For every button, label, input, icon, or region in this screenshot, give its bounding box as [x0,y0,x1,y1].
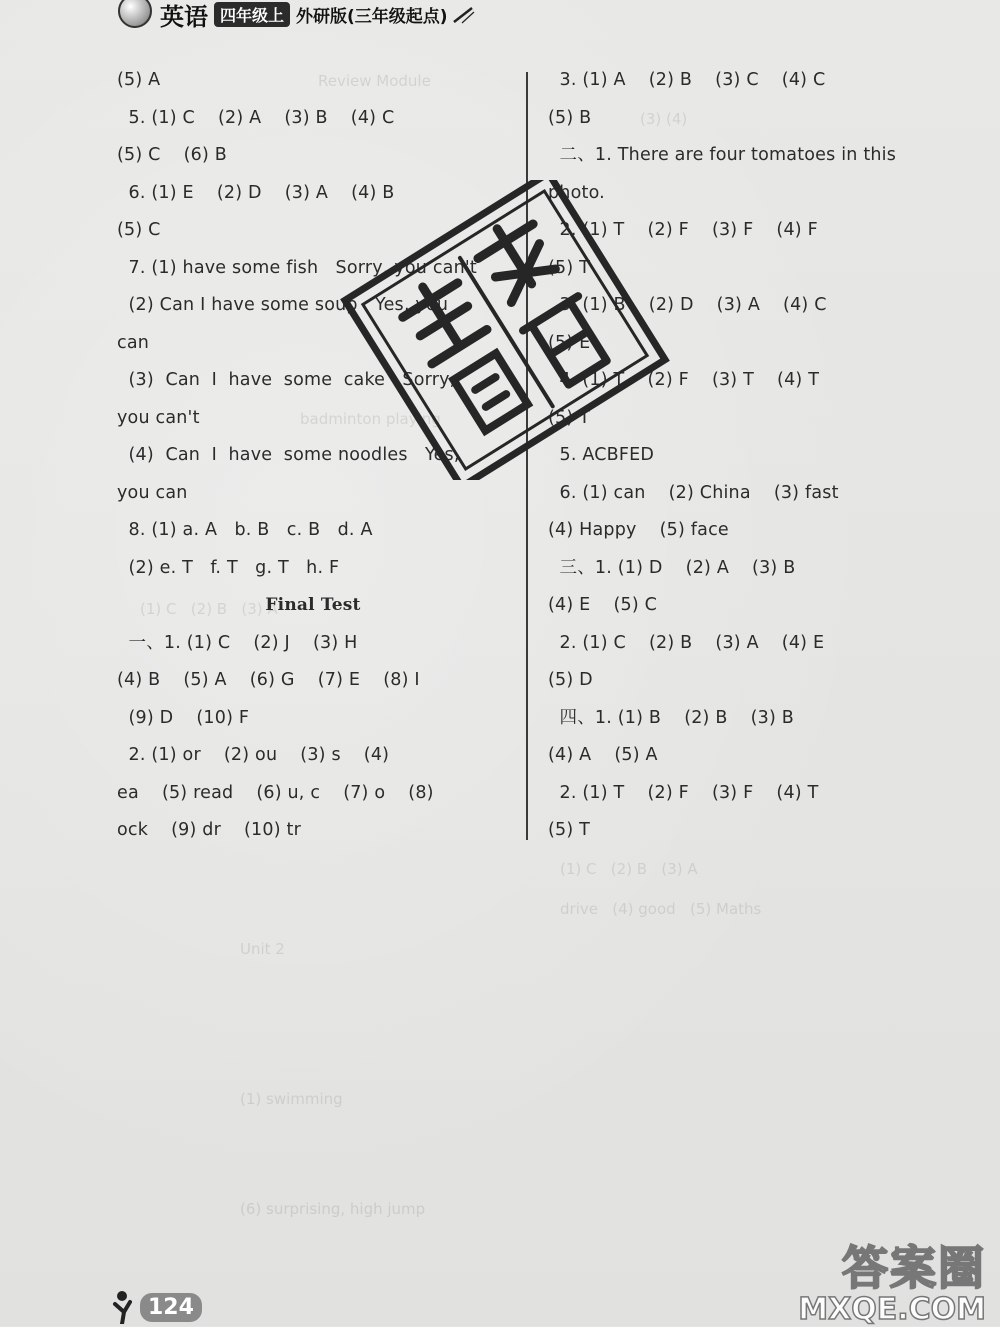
answer-line: 8. (1) a. A b. B c. B d. A [117,520,373,540]
ghost-text: Review Module [318,72,431,90]
answer-line: 3. (1) B (2) D (3) A (4) C [548,295,827,315]
page-number-badge [112,1290,202,1324]
book-logo-icon [118,0,152,28]
answer-line: 4. (1) T (2) F (3) T (4) T [548,370,820,390]
answer-line: can [117,332,150,353]
answer-line: (5) T [548,407,591,428]
ghost-text: badminton playing [300,410,441,428]
answer-line: 2. (1) T (2) F (3) F (4) T [548,782,819,803]
answer-line: (5) T [548,257,591,278]
answer-line: (4) Can I have some noodles Yes, [117,445,460,465]
answer-line: (5) A [117,70,161,90]
column-divider [526,72,528,840]
answer-line: 一、1. (1) C (2) J (3) H [117,632,358,653]
page-number: 124 [140,1293,202,1322]
edition-label: 外研版(三年级起点) [296,6,448,27]
answer-line: 三、1. (1) D (2) A (3) B [548,557,796,578]
ghost-text: Unit 2 [240,940,285,958]
answer-line: (4) B (5) A (6) G (7) E (8) I [117,670,420,690]
watermark-cn: 答案圈 [842,1241,986,1295]
section-heading-final-test: Final Test [265,595,361,615]
ghost-text: drive (4) good (5) Maths [560,900,762,918]
answer-line: (4) A (5) A [548,745,658,765]
ghost-text: (1) C (2) B (3) A [140,600,278,618]
grade-badge: 四年级上 [214,2,290,27]
site-watermark [726,1232,986,1327]
ghost-text: (1) swimming [240,1090,343,1108]
answer-line: 二、1. There are four tomatoes in this [548,145,897,165]
right-answer-column [548,62,940,850]
watermark-url: MXQE.COM [798,1292,986,1327]
answer-line: 四、1. (1) B (2) B (3) B [548,707,794,728]
answer-line: you can't [117,407,200,428]
pen-icon [452,4,476,24]
subject-title: 英语 [160,1,208,31]
answer-line: 6. (1) E (2) D (3) A (4) B [117,182,395,203]
answer-line: 5. ACBFED [548,445,655,465]
answer-line: (5) D [548,670,593,690]
ghost-text: (3) (4) [640,110,688,128]
answer-line: (5) B [548,107,592,128]
answer-line: (9) D (10) F [117,707,250,728]
answer-line: 3. (1) A (2) B (3) C (4) C [548,70,826,90]
answer-line: you can [117,482,188,503]
ghost-text: (1) C (2) B (3) A [560,860,698,878]
answer-line: 5. (1) C (2) A (3) B (4) C [117,107,395,128]
answer-line: (2) e. T f. T g. T h. F [117,557,340,578]
answer-line: ea (5) read (6) u, c (7) o (8) [117,782,434,803]
answer-line: (3) Can I have some cake Sorry, [117,370,456,390]
answer-line: 2. (1) T (2) F (3) F (4) F [548,220,818,240]
answer-line: (5) C [117,220,161,240]
answer-line: (5) T [548,820,591,840]
answer-line: 6. (1) can (2) China (3) fast [548,482,839,503]
answer-line: photo. [548,182,605,203]
left-answer-column [117,62,509,850]
answer-line: 7. (1) have some fish Sorry, you can't [117,257,477,278]
answer-line: 2. (1) or (2) ou (3) s (4) [117,745,390,765]
answer-line: 2. (1) C (2) B (3) A (4) E [548,632,825,653]
answer-line: ock (9) dr (10) tr [117,820,301,840]
answer-line: (5) E [548,332,591,353]
answer-line: (5) C (6) B [117,145,227,165]
answer-line: (4) E (5) C [548,595,658,615]
answer-line: (2) Can I have some soup Yes, you [117,295,449,315]
ghost-text: (6) surprising, high jump [240,1200,426,1218]
page-header [118,0,476,31]
answer-line: (4) Happy (5) face [548,520,729,540]
